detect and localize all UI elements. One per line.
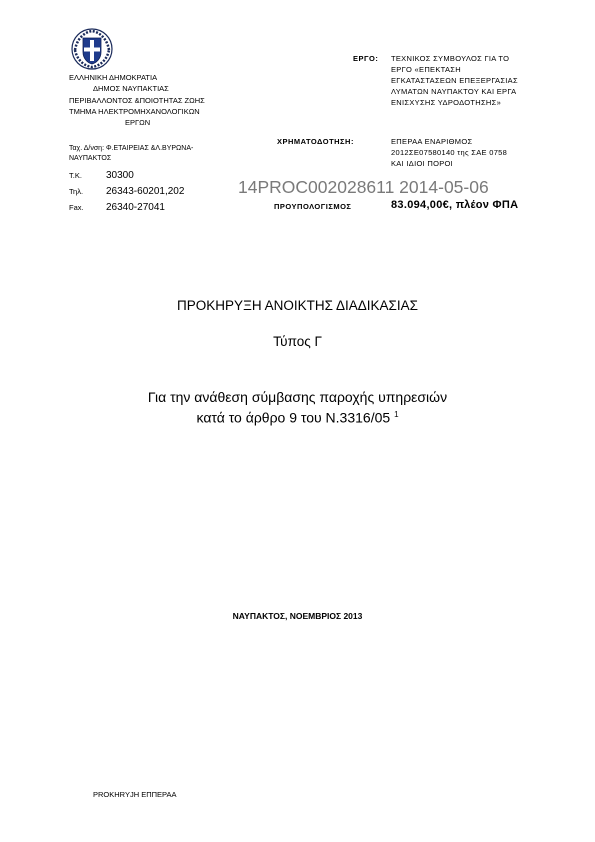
budget-label: ΠΡΟΥΠΟΛΟΓΙΣΜΟΣ: [274, 202, 352, 211]
municipality-name: ΔΗΜΟΣ ΝΑΥΠΑΚΤΙΑΣ: [93, 84, 169, 93]
fax-row: [69, 202, 165, 213]
postal-code-row: [69, 170, 134, 181]
address-line-2: ΝΑΥΠΑΚΤΟΣ: [69, 155, 112, 162]
fax-label: Fax.: [69, 203, 84, 212]
place-date: ΝΑΥΠΑΚΤΟΣ, ΝΟΕΜΒΡΙΟΣ 2013: [232, 611, 363, 621]
project-line-4: ΛΥΜΑΤΩΝ ΝΑΥΠΑΚΤΟΥ ΚΑΙ ΕΡΓΑ: [391, 87, 517, 96]
protocol-stamp: 14PROC002028611 2014-05-06: [238, 177, 489, 197]
project-label: ΕΡΓΟ:: [353, 54, 379, 63]
document-title: ΠΡΟΚΗΡΥΞΗ ΑΝΟΙΚΤΗΣ ΔΙΑΔΙΚΑΣΙΑΣ: [177, 298, 418, 313]
funding-label: ΧΡΗΜΑΤΟΔΟΤΗΣΗ:: [277, 137, 354, 146]
subtitle-line-1: Για την ανάθεση σύμβασης παροχής υπηρεσιών: [147, 389, 448, 405]
project-line-1: ΤΕΧΝΙΚΟΣ ΣΥΜΒΟΥΛΟΣ ΓΙΑ ΤΟ: [391, 54, 510, 63]
funding-line-2: 2012ΣΕ07580140 της ΣΑΕ 0758: [391, 148, 508, 157]
department-line-1: ΠΕΡΙΒΑΛΛΟΝΤΟΣ &ΠΟΙΟΤΗΤΑΣ ΖΩΗΣ: [69, 96, 205, 105]
phone-value: 26343-60201,202: [106, 186, 185, 197]
fax-value: 26340-27041: [106, 202, 165, 213]
department-line-3: ΕΡΓΩΝ: [125, 118, 151, 127]
phone-row: [69, 186, 184, 197]
address-line-1: Ταχ. Δ/νση: Φ.ΕΤΑΙΡΕΙΑΣ &Λ.ΒΥΡΩΝΑ-: [69, 145, 194, 152]
funding-line-3: ΚΑΙ ΙΔΙΟΙ ΠΟΡΟΙ: [391, 159, 454, 168]
budget-value: 83.094,00€, πλέον ΦΠΑ: [391, 199, 519, 211]
footer-text: PROKHRYJH ΕΠΠΕΡΑΑ: [93, 790, 177, 799]
coat-of-arms-icon: [71, 28, 113, 70]
footnote-marker: 1: [394, 410, 399, 419]
project-line-2: ΕΡΓΟ «ΕΠΕΚΤΑΣΗ: [391, 65, 461, 74]
phone-label: Τηλ.: [69, 187, 84, 196]
country-name: ΕΛΛΗΝΙΚΗ ΔΗΜΟΚΡΑΤΙΑ: [69, 73, 158, 82]
postal-code-value: 30300: [106, 170, 134, 181]
department-line-2: ΤΜΗΜΑ ΗΛΕΚΤΡΟΜΗΧΑΝΟΛΟΓΙΚΩΝ: [69, 107, 200, 116]
document-type: Τύπος Γ: [273, 334, 322, 349]
subtitle-line-2-text: κατά το άρθρο 9 του Ν.3316/05: [196, 409, 391, 426]
subtitle-line-2: [0, 406, 595, 427]
funding-line-1: ΕΠΕΡΑΑ ΕΝΑΡΙΘΜΟΣ: [391, 137, 473, 146]
postal-code-label: Τ.Κ.: [69, 171, 82, 180]
project-line-5: ΕΝΙΣΧΥΣΗΣ ΥΔΡΟΔΟΤΗΣΗΣ»: [391, 98, 502, 107]
project-line-3: ΕΓΚΑΤΑΣΤΑΣΕΩΝ ΕΠΕΞΕΡΓΑΣΙΑΣ: [391, 76, 518, 85]
